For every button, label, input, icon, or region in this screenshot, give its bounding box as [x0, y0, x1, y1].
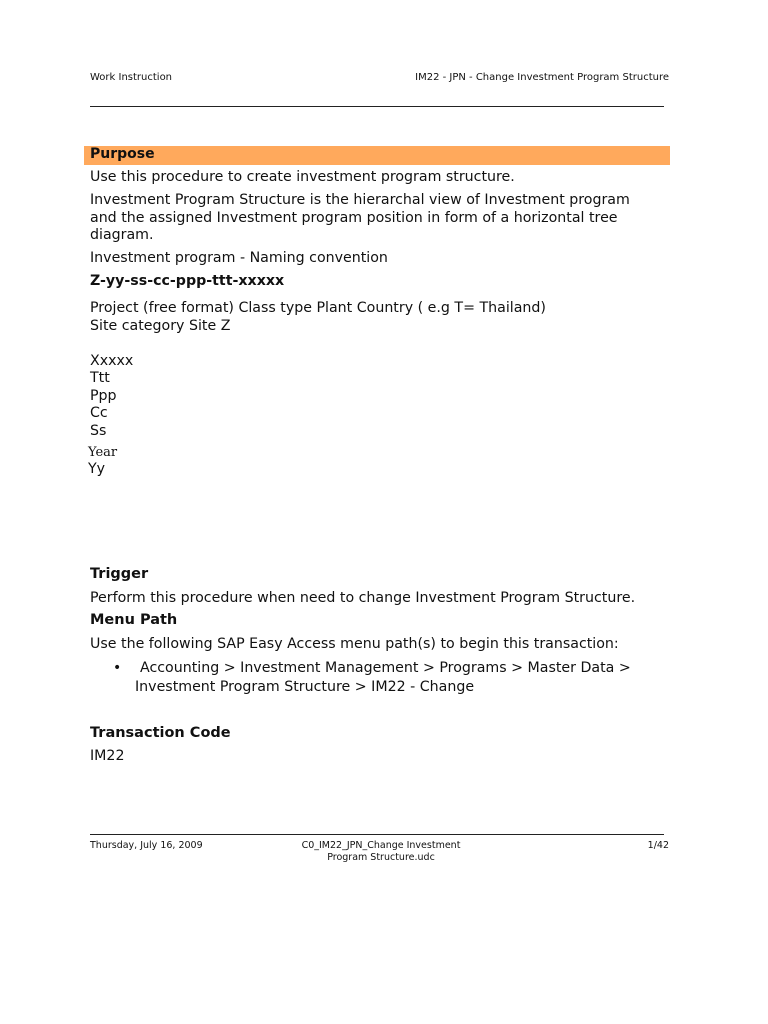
code-item: Ttt — [90, 370, 110, 386]
menu-path-intro: Use the following SAP Easy Access menu path(s) to begin this transaction: — [90, 636, 619, 652]
code-item: Ss — [90, 423, 107, 439]
purpose-paragraph-line-1: Investment Program Structure is the hierarchal view of Investment program — [90, 192, 630, 208]
purpose-line: Use this procedure to create investment program structure. — [90, 169, 515, 185]
code-item: Xxxxx — [90, 353, 134, 369]
purpose-heading: Purpose — [90, 146, 155, 162]
footer-filename — [280, 840, 482, 864]
purpose-paragraph-line-3: diagram. — [90, 227, 154, 243]
purpose-paragraph-line-2: and the assigned Investment program position in form of a horizontal tree — [90, 210, 618, 226]
transaction-code-value: IM22 — [90, 748, 125, 764]
naming-description-line-1: Project (free format) Class type Plant Country ( e.g T= Thailand) — [90, 300, 546, 316]
code-item: Yy — [88, 461, 106, 477]
naming-convention-pattern: Z-yy-ss-cc-ppp-ttt-xxxxx — [90, 273, 285, 289]
footer-page-number: 1/42 — [647, 840, 669, 851]
footer-divider — [90, 834, 664, 835]
naming-description-line-2: Site category Site Z — [90, 318, 231, 334]
footer-filename-line-2: Program Structure.udc — [327, 852, 435, 863]
menu-path-item-line-1: Accounting > Investment Management > Programs > Master Data > — [140, 660, 631, 676]
header-doc-title: IM22 - JPN - Change Investment Program Structure — [415, 72, 669, 83]
menu-path-heading: Menu Path — [90, 612, 178, 628]
code-item: Cc — [90, 405, 108, 421]
trigger-heading: Trigger — [90, 566, 149, 582]
footer-date: Thursday, July 16, 2009 — [90, 840, 203, 851]
naming-convention-label: Investment program - Naming convention — [90, 250, 388, 266]
header-doc-type: Work Instruction — [90, 72, 173, 83]
header-divider — [90, 106, 664, 107]
purpose-heading-bar — [84, 146, 670, 165]
transaction-code-heading: Transaction Code — [90, 725, 231, 741]
footer-filename-line-1: C0_IM22_JPN_Change Investment — [301, 840, 461, 851]
trigger-text: Perform this procedure when need to change Investment Program Structure. — [90, 590, 636, 606]
code-item: Year — [88, 445, 118, 460]
bullet-icon: • — [113, 660, 122, 676]
menu-path-item-line-2: Investment Program Structure > IM22 - Change — [135, 679, 475, 695]
code-item: Ppp — [90, 388, 117, 404]
